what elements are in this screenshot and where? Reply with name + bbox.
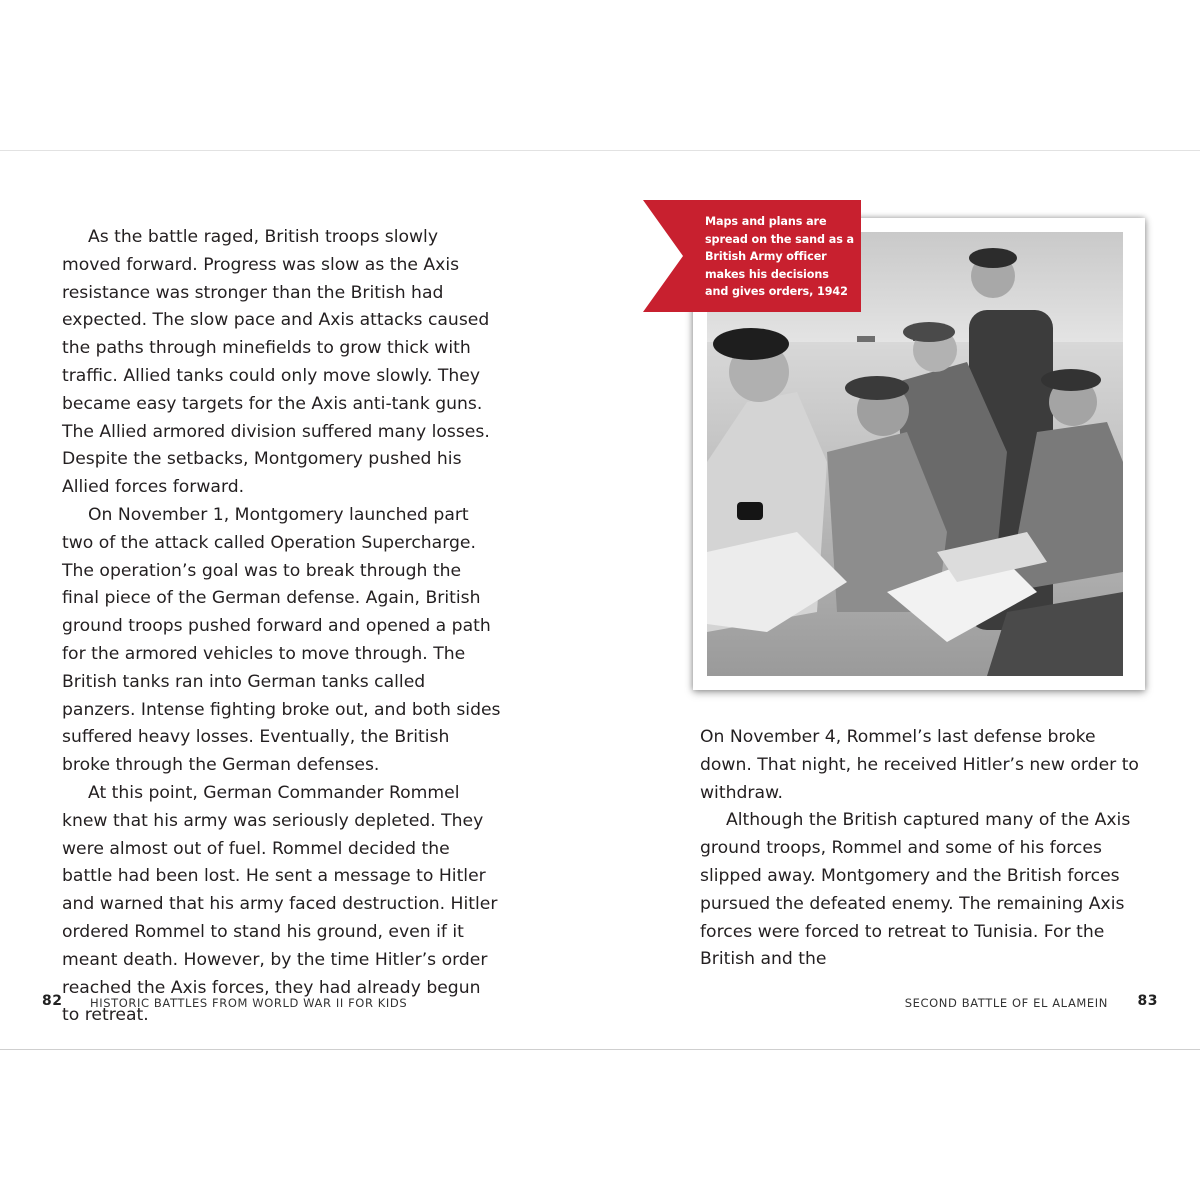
left-paragraph-2: On November 1, Montgomery launched part two of the attack called Operation Supercharge. The operation’s goal was to break through the final piece of the German defense. Again, British ground troops pushed forward and opened a path for the armored vehicles to move through. The British tanks ran into German tanks called panzers. Intense fighting broke out, and both sides suffered heavy losses. Eventually, the British broke through the German defenses. [62,504,501,776]
left-page-number: 82 [42,993,63,1009]
right-paragraph-1: On November 4, Rommel’s last defense broke down. That night, he received Hitler’s new order to withdraw. [700,727,1139,803]
right-page-number: 83 [1137,993,1158,1009]
left-paragraph-3: At this point, German Commander Rommel knew that his army was seriously depleted. They were almost out of fuel. Rommel decided the battle had been lost. He sent a message to Hitler and warned that his army faced destruction. Hitler ordered Rommel to stand his ground, even if it meant death. However, by the time Hitler’s order reached the Axis forces, they had already begun to retreat. [62,782,498,1026]
right-page-body [700,724,1140,974]
left-paragraph-1: As the battle raged, British troops slowly moved forward. Progress was slow as the Axis resistance was stronger than the British had expected. The slow pace and Axis attacks caused the paths through minefields to grow thick with traffic. Allied tanks could only move slowly. They became easy targets for the Axis anti-tank guns. The Allied armored division suffered many losses. Despite the setbacks, Montgomery pushed his Allied forces forward. [62,227,490,498]
right-running-title: SECOND BATTLE OF EL ALAMEIN [904,996,1108,1010]
right-paragraph-2: Although the British captured many of the Axis ground troops, Rommel and some of his forces slipped away. Montgomery and the British forces pursued the defeated enemy. The remaining Axis forces were forced to retreat to Tunisia. For the British and the [700,810,1131,970]
left-page-body [62,224,502,1030]
left-running-title: HISTORIC BATTLES FROM WORLD WAR II FOR KIDS [90,996,408,1010]
caption-ribbon [643,200,861,312]
photo-caption: Maps and plans are spread on the sand as a British Army officer makes his decisions and gives orders, 1942 [705,215,854,299]
